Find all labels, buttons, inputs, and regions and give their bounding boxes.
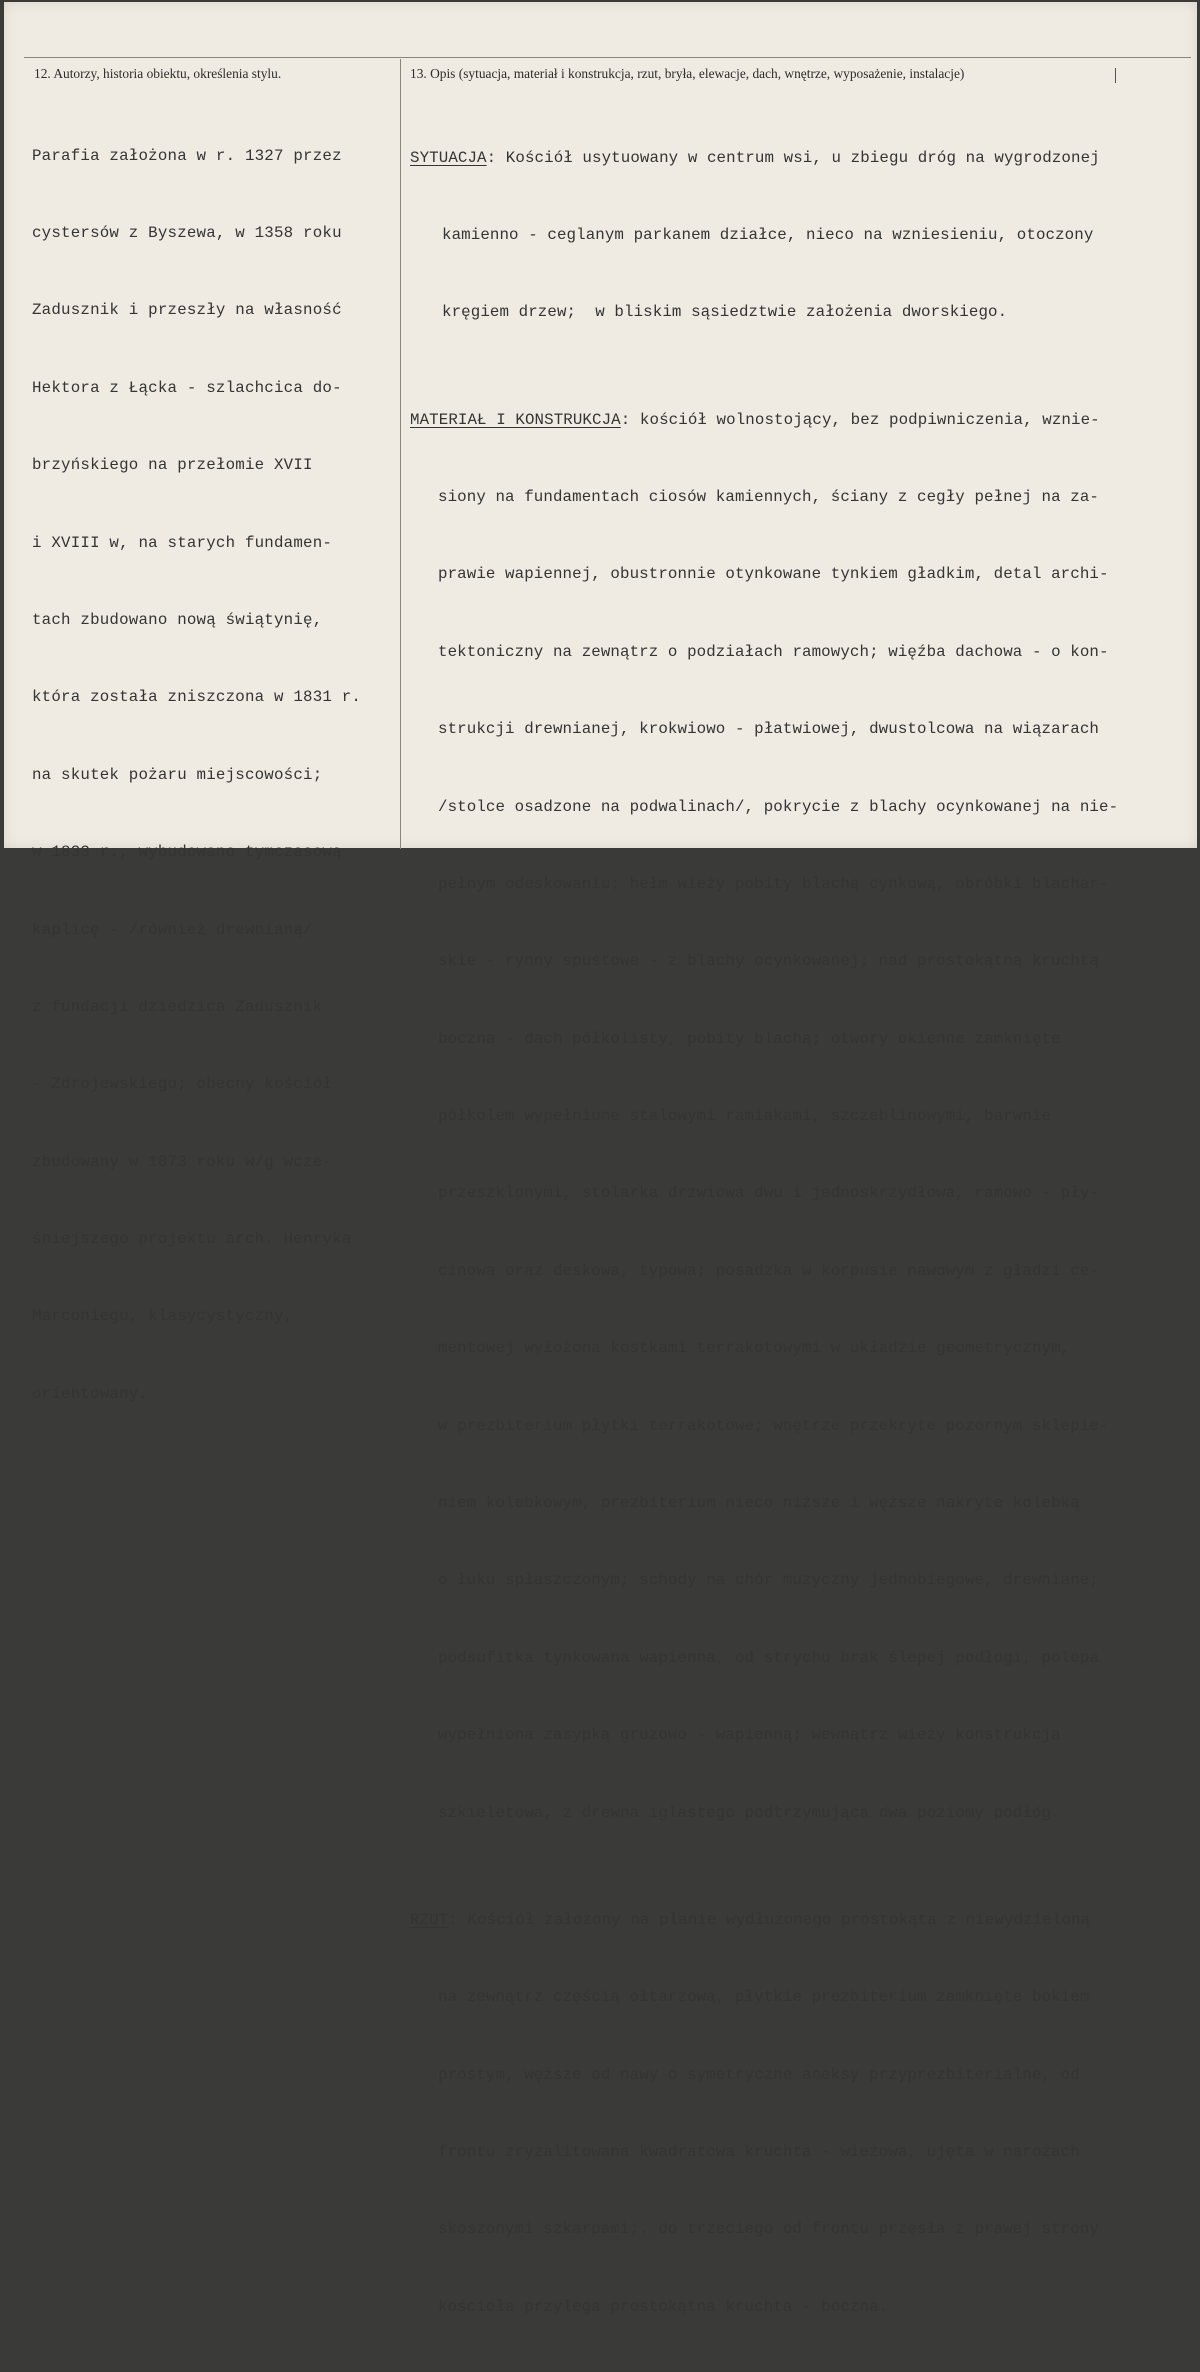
description-line: prostym, węższe od nawy o symetryczne aneksy przyprezbiterialne, od xyxy=(438,2065,1080,2084)
description-line: skie - rynny spustowe - z blachy ocynkowanej; nad prostokątną kruchtą xyxy=(438,952,1099,971)
history-line: w 1833 r., wybudowano tymczasową xyxy=(32,843,342,862)
material-label: MATERIAŁ I KONSTRUKCJA xyxy=(410,410,621,429)
rzut-first-line: : Kościół założony na planie wydłużonego prostokąta z niewydzieloną xyxy=(448,1910,1091,1929)
history-line: śniejszego projektu arch. Henryka xyxy=(32,1230,352,1249)
description-line: niem kolebkowym, prezbiterium nieco niższe i węższe nakryte kolebką xyxy=(438,1494,1080,1513)
material-line xyxy=(410,408,1118,434)
description-line: strukcji drewnianej, krokwiowo - płatwiowej, dwustolcowa na wiązarach xyxy=(438,720,1099,739)
description-line: w prezbiterium płytki terrakotowe; wnętrze przekryte pozornym sklepie- xyxy=(438,1416,1109,1435)
history-line: na skutek pożaru miejscowości; xyxy=(32,765,323,784)
column-divider xyxy=(400,59,401,849)
description-line: prawie wapiennej, obustronnie otynkowane tynkiem gładkim, detal archi- xyxy=(438,565,1109,584)
description-line: cinowa oraz deskowa, typowa; posadzka w korpusie nawowym z gładzi ce- xyxy=(438,1261,1099,1280)
history-line: i XVIII w, na starych fundamen- xyxy=(32,533,333,552)
description-line: podsufitka tynkowana wapienna, od strychu brak ślepej podłogi, polepa xyxy=(438,1648,1099,1667)
description-text xyxy=(410,94,1118,2372)
history-line: brzyńskiego na przełomie XVII xyxy=(32,456,313,475)
description-line: szkieletowa, z drewna iglastego podtrzymująca dwa poziomy podłóg. xyxy=(438,1803,1061,1822)
history-line: Hektora z Łącka - szlachcica do- xyxy=(32,378,342,397)
description-line: mentowej wyłożona kostkami terrakotowymi w układzie geometrycznym, xyxy=(438,1339,1071,1358)
history-line: Zadusznik i przeszły na własność xyxy=(32,301,342,320)
description-line: wypełniona zasypką gruzowo - wapienną; wewnątrz wieży konstrukcja xyxy=(438,1726,1061,1745)
history-line: orientowany. xyxy=(32,1384,149,1403)
history-line: kaplicę - /również drewnianą/ xyxy=(32,920,313,939)
description-line: przeszklonymi, stolarka drzwiowa dwu i jednoskrzydłowa, ramowo - pły- xyxy=(438,1184,1099,1203)
rzut-line xyxy=(410,1908,1118,1934)
section-12-header: 12. Autorzy, historia obiektu, określenia stylu. xyxy=(34,66,282,81)
description-line: kamienno - ceglanym parkanem działce, nieco na wzniesieniu, otoczony xyxy=(442,225,1094,244)
history-line: - Zdrojewskiego; obecny kościół xyxy=(32,1075,333,1094)
history-line: cystersów z Byszewa, w 1358 roku xyxy=(32,223,342,242)
history-line: Parafia założona w r. 1327 przez xyxy=(32,146,342,165)
description-line: półkolem wypełnione stalowymi ramiakami, szczeblinowymi, barwnie xyxy=(438,1107,1052,1126)
rzut-label: RZUT xyxy=(410,1910,449,1929)
history-line: z fundacji dziedzica Zadusznik xyxy=(32,997,323,1016)
history-line: zbudowany w 1873 roku w/g wcze- xyxy=(32,1152,333,1171)
description-line: /stolce osadzone na podwalinach/, pokrycie z blachy ocynkowanej na nie- xyxy=(438,797,1119,816)
record-card xyxy=(4,2,1197,2316)
description-line: pełnym odeskowaniu; hełm wieży pobity blachą cynkową, obróbki blachar- xyxy=(438,874,1109,893)
description-line: boczną - dach półkolisty, pobity blachą; otwory okienne zamknięte xyxy=(438,1029,1061,1048)
material-first-line: : kościół wolnostojący, bez podpiwniczenia, wznie- xyxy=(620,410,1100,429)
history-text xyxy=(32,92,361,1459)
description-line: tektoniczny na zewnątrz o podziałach ramowych; więźba dachowa - o kon- xyxy=(438,642,1109,661)
history-line: Marconiego, klasycystyczny, xyxy=(32,1307,294,1326)
sytuacja-label: SYTUACJA xyxy=(410,148,487,167)
sytuacja-first-line: : Kościół usytuowany w centrum wsi, u zbiegu dróg na wygrodzonej xyxy=(486,148,1100,167)
description-line: kościoła przylega prostokątna kruchta - boczna. xyxy=(438,2297,889,2316)
description-line: kręgiem drzew; w bliskim sąsiedztwie założenia dworskiego. xyxy=(442,303,1008,322)
history-line: która została zniszczona w 1831 r. xyxy=(32,688,362,707)
description-line: o łuku spłaszczonym; schody na chór muzyczny jednobiegowe, drewniane; xyxy=(438,1571,1099,1590)
history-line: tach zbudowano nową świątynię, xyxy=(32,610,323,629)
top-rule xyxy=(24,57,1191,58)
margin-tick-mark xyxy=(1115,68,1116,83)
description-line: skoszonymi szkarpami;. do trzeciego od frontu przęsła z prawej strony xyxy=(438,2220,1099,2239)
description-line: frontu zryzalitowana kwadratowa kruchta - wieżowa, ujęta w narożach xyxy=(438,2142,1080,2161)
description-line: na zewnątrz częścią ołtarzową, płytkie prezbiterium zamknięte bokiem xyxy=(438,1988,1090,2007)
section-13-header: 13. Opis (sytuacja, materiał i konstrukcja, rzut, bryła, elewacje, dach, wnętrze, wyposażenie, instalacje) xyxy=(410,66,965,81)
description-line: siony na fundamentach ciosów kamiennych, ściany z cegły pełnej na za- xyxy=(438,487,1099,506)
sytuacja-line xyxy=(410,146,1118,172)
